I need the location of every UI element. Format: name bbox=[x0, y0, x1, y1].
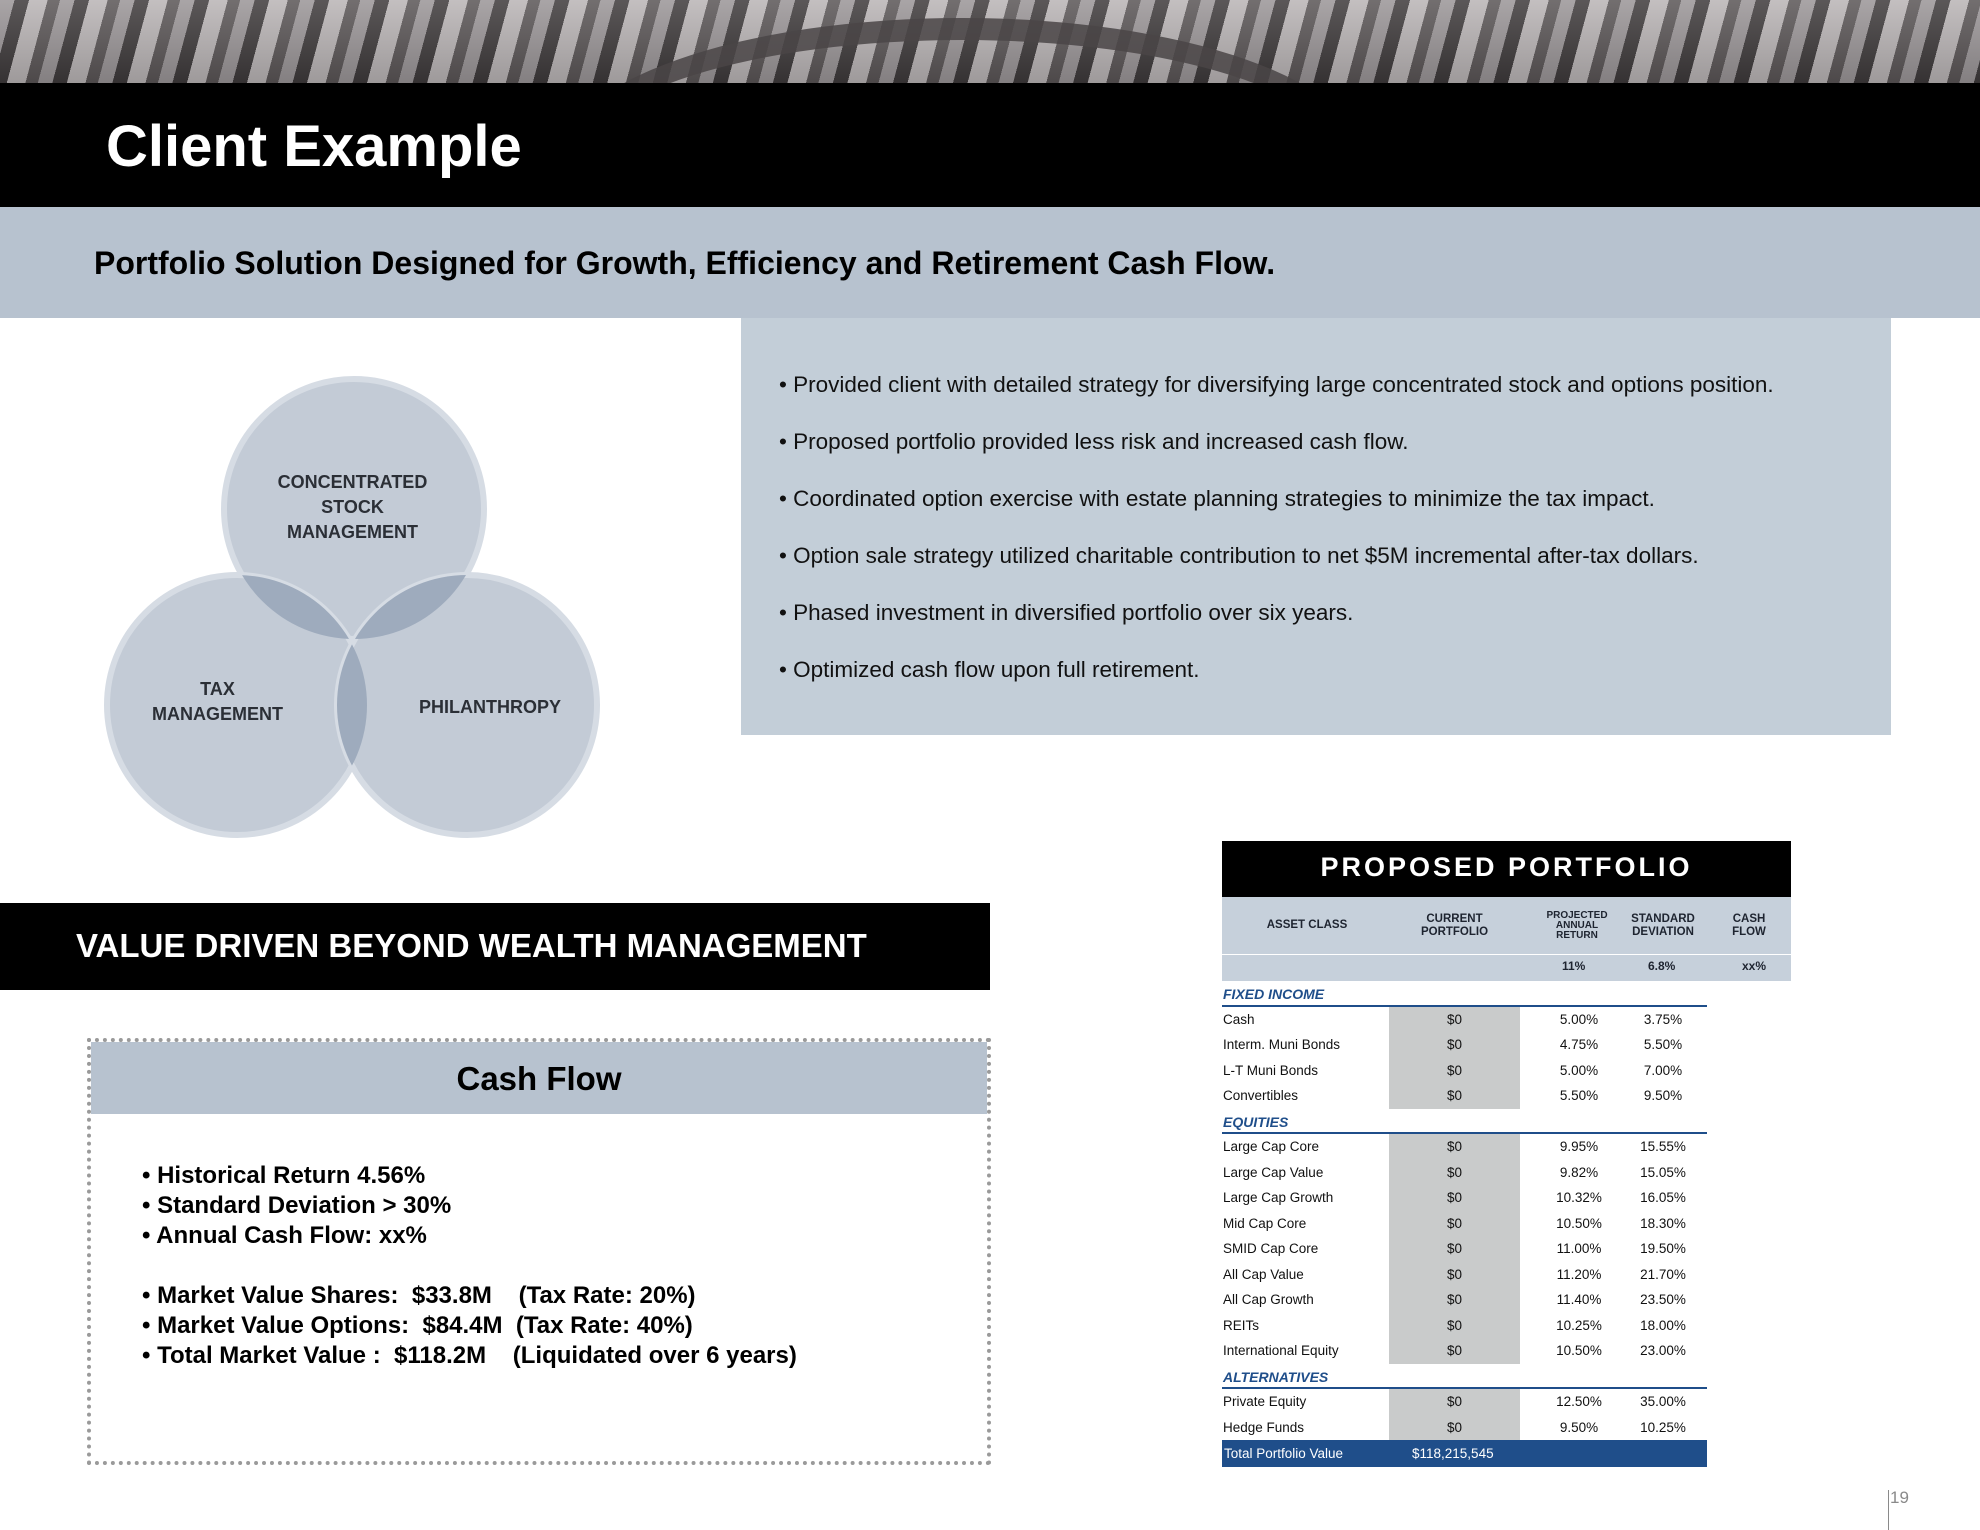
cash-flow-line: • Market Value Shares: $33.8M (Tax Rate: 20%) bbox=[142, 1282, 696, 1309]
table-row: Large Cap Growth $0 10.32% 16.05% bbox=[1222, 1185, 1707, 1211]
total-portfolio-row bbox=[1222, 1440, 1707, 1467]
col-standard-deviation: STANDARD DEVIATION bbox=[1631, 913, 1695, 938]
col-cash-flow: CASH FLOW bbox=[1732, 913, 1766, 938]
highlight-item: • Coordinated option exercise with estate planning strategies to minimize the tax impact. bbox=[779, 486, 1655, 511]
table-row: All Cap Value $0 11.20% 21.70% bbox=[1222, 1262, 1707, 1288]
section-header: FIXED INCOME bbox=[1222, 981, 1707, 1007]
total-portfolio-value: $118,215,545 bbox=[1412, 1446, 1494, 1461]
highlight-item: • Phased investment in diversified portfolio over six years. bbox=[779, 600, 1354, 625]
table-row: Convertibles $0 5.50% 9.50% bbox=[1222, 1083, 1707, 1109]
col-projected-return: PROJECTED ANNUAL RETURN bbox=[1546, 910, 1608, 941]
table-row: All Cap Growth $0 11.40% 23.50% bbox=[1222, 1287, 1707, 1313]
highlight-item: • Provided client with detailed strategy for diversifying large concentrated stock and options position. bbox=[779, 372, 1774, 397]
highlight-item: • Optimized cash flow upon full retirement. bbox=[779, 657, 1200, 682]
portfolio-table-body bbox=[1222, 981, 1707, 1467]
cash-flow-box bbox=[87, 1038, 991, 1465]
cash-flow-line: • Total Market Value : $118.2M (Liquidated over 6 years) bbox=[142, 1342, 797, 1369]
cash-flow-list bbox=[142, 1162, 797, 1372]
venn-label-philanthropy: PHILANTHROPY bbox=[418, 697, 561, 717]
venn-label-concentrated-stock: CONCENTRATED STOCK MANAGEMENT bbox=[277, 472, 428, 542]
total-projected-return: 11% bbox=[1562, 959, 1586, 973]
cash-flow-line: • Historical Return 4.56% bbox=[142, 1162, 426, 1189]
venn-diagram bbox=[100, 370, 620, 850]
section-header: EQUITIES bbox=[1222, 1109, 1707, 1135]
total-standard-deviation: 6.8% bbox=[1648, 959, 1676, 973]
cash-flow-line: • Annual Cash Flow: xx% bbox=[142, 1222, 427, 1249]
total-portfolio-label: Total Portfolio Value bbox=[1224, 1446, 1344, 1461]
table-row: L-T Muni Bonds $0 5.00% 7.00% bbox=[1222, 1058, 1707, 1084]
subtitle-bar bbox=[0, 207, 1980, 318]
portfolio-column-header bbox=[1222, 897, 1791, 981]
portfolio-title-bar bbox=[1222, 841, 1791, 897]
table-row: SMID Cap Core $0 11.00% 19.50% bbox=[1222, 1236, 1707, 1262]
table-row: Large Cap Value $0 9.82% 15.05% bbox=[1222, 1160, 1707, 1186]
table-row: Hedge Funds $0 9.50% 10.25% bbox=[1222, 1415, 1707, 1441]
table-row: REITs $0 10.25% 18.00% bbox=[1222, 1313, 1707, 1339]
value-banner-text: VALUE DRIVEN BEYOND WEALTH MANAGEMENT bbox=[76, 927, 867, 964]
highlights-list bbox=[779, 372, 1774, 714]
cash-flow-line: • Market Value Options: $84.4M (Tax Rate: 40%) bbox=[142, 1312, 693, 1339]
venn-label-tax-management: TAX MANAGEMENT bbox=[152, 679, 283, 724]
table-row: Cash $0 5.00% 3.75% bbox=[1222, 1007, 1707, 1033]
table-row: Large Cap Core $0 9.95% 15.55% bbox=[1222, 1134, 1707, 1160]
section-header: ALTERNATIVES bbox=[1222, 1364, 1707, 1390]
table-row: Mid Cap Core $0 10.50% 18.30% bbox=[1222, 1211, 1707, 1237]
slide-title: Client Example bbox=[106, 114, 522, 179]
page-number-rule bbox=[1888, 1490, 1889, 1530]
total-cash-flow: xx% bbox=[1742, 959, 1767, 973]
cash-flow-heading: Cash Flow bbox=[456, 1060, 622, 1097]
value-banner bbox=[0, 903, 990, 990]
portfolio-title: PROPOSED PORTFOLIO bbox=[1320, 852, 1693, 882]
page-number: 19 bbox=[1890, 1488, 1909, 1507]
cash-flow-header bbox=[91, 1042, 987, 1114]
slide-subtitle: Portfolio Solution Designed for Growth, Efficiency and Retirement Cash Flow. bbox=[94, 245, 1276, 281]
venn-circles bbox=[100, 370, 620, 850]
table-row: Interm. Muni Bonds $0 4.75% 5.50% bbox=[1222, 1032, 1707, 1058]
table-row: Private Equity $0 12.50% 35.00% bbox=[1222, 1389, 1707, 1415]
highlights-panel bbox=[741, 318, 1891, 735]
col-asset-class: ASSET CLASS bbox=[1266, 919, 1348, 931]
title-bar bbox=[0, 83, 1980, 207]
col-current-portfolio: CURRENT PORTFOLIO bbox=[1420, 913, 1489, 938]
highlight-item: • Option sale strategy utilized charitable contribution to net $5M incremental after-tax dollars. bbox=[779, 543, 1699, 568]
cash-flow-line: • Standard Deviation > 30% bbox=[142, 1192, 452, 1219]
header-photo-banner bbox=[0, 0, 1980, 84]
table-row: International Equity $0 10.50% 23.00% bbox=[1222, 1338, 1707, 1364]
highlight-item: • Proposed portfolio provided less risk and increased cash flow. bbox=[779, 429, 1409, 454]
